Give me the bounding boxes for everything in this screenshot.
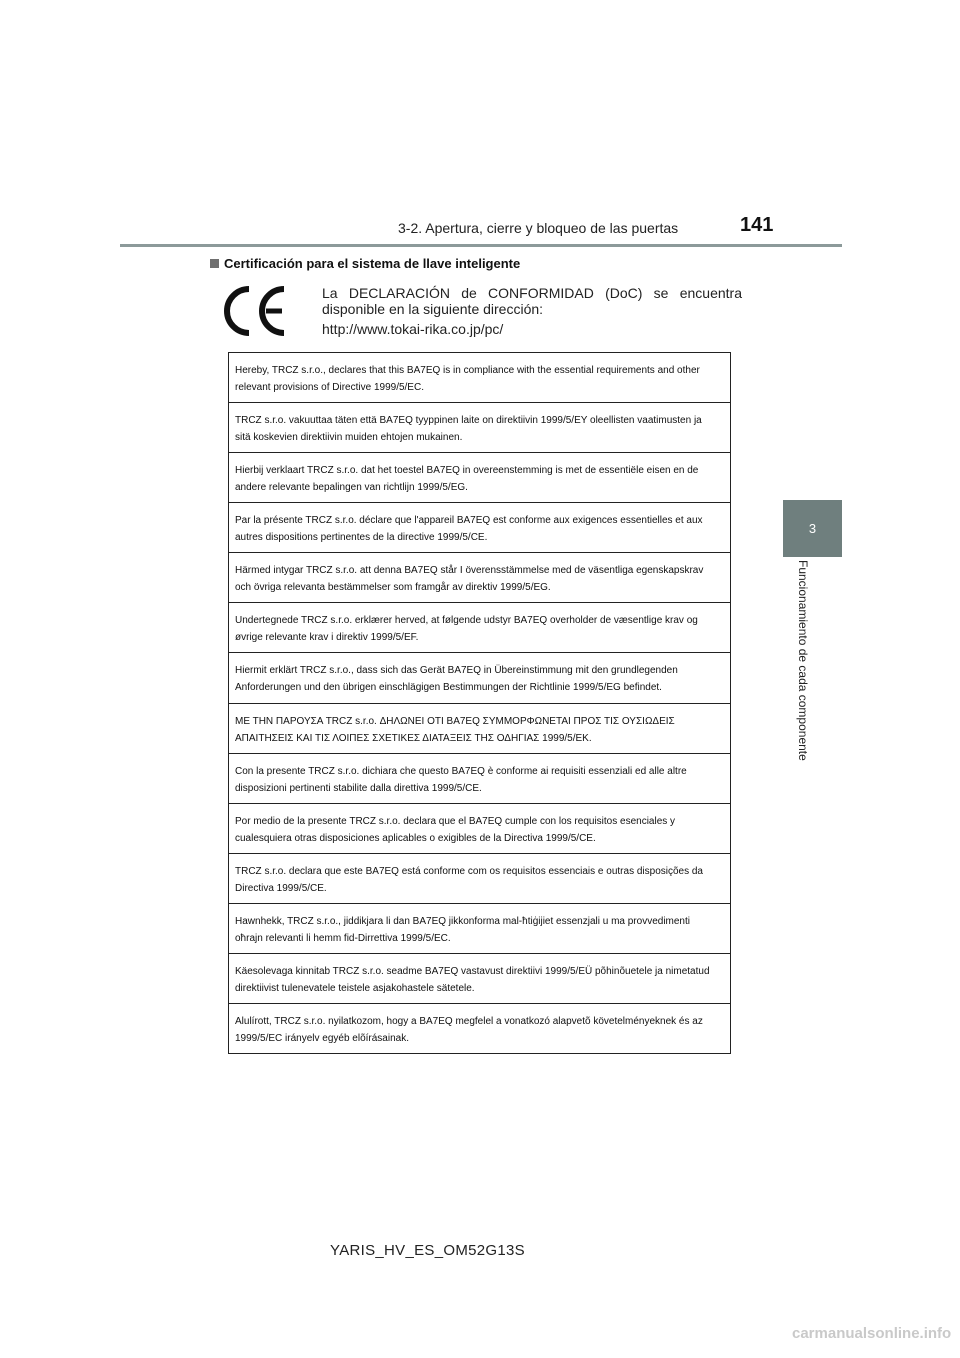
- declaration-swedish: Härmed intygar TRCZ s.r.o. att denna BA7EQ står I överensstämmelse med de väsentliga egenskapskrav och övriga relevanta bestämmelser som framgår av direktiv 1999/5/EG.: [229, 553, 730, 603]
- doc-info-line-2: disponible en la siguiente dirección:: [322, 301, 544, 317]
- declaration-spanish: Por medio de la presente TRCZ s.r.o. declara que el BA7EQ cumple con los requisitos esenciales y cualesquiera otras disposiciones aplicables o exigibles de la Directiva 1999/5/CE.: [229, 804, 730, 854]
- declaration-dutch: Hierbij verklaart TRCZ s.r.o. dat het toestel BA7EQ in overeenstemming is met de essentiële eisen en de andere relevante bepalingen van richtlijn 1999/5/EG.: [229, 453, 730, 503]
- page-number: 141: [740, 214, 774, 236]
- declaration-danish: Undertegnede TRCZ s.r.o. erklærer herved, at følgende udstyr BA7EQ overholder de væsentlige krav og øvrige relevante krav i direktiv 1999/5/EF.: [229, 603, 730, 653]
- ce-mark-icon: [222, 285, 288, 337]
- doc-url: http://www.tokai-rika.co.jp/pc/: [322, 321, 504, 337]
- doc-info: [322, 285, 742, 337]
- declaration-italian: Con la presente TRCZ s.r.o. dichiara che questo BA7EQ è conforme ai requisiti essenziali ed alle altre disposizioni pertinenti stabilite dalla direttiva 1999/5/CE.: [229, 754, 730, 804]
- chapter-number: 3: [808, 521, 817, 536]
- square-bullet-icon: [210, 259, 219, 268]
- footer-model-code: YARIS_HV_ES_OM52G13S: [330, 1242, 525, 1259]
- header-section-title: 3-2. Apertura, cierre y bloqueo de las puertas: [398, 220, 679, 236]
- chapter-label: Funcionamiento de cada componente: [796, 560, 810, 761]
- doc-info-line-1: La DECLARACIÓN de CONFORMIDAD (DoC) se encuentra: [322, 285, 742, 301]
- declaration-german: Hiermit erklärt TRCZ s.r.o., dass sich das Gerät BA7EQ in Übereinstimmung mit den grundlegenden Anforderungen und den übrigen einschlägigen Bestimmungen der Richtlinie 1999/5/EG befindet.: [229, 653, 730, 703]
- chapter-tab: [783, 500, 842, 557]
- section-heading: [210, 256, 520, 271]
- header-divider: [120, 244, 842, 247]
- watermark: carmanualsonline.info: [792, 1325, 952, 1342]
- declaration-hungarian: Alulírott, TRCZ s.r.o. nyilatkozom, hogy a BA7EQ megfelel a vonatkozó alapvetõ követelményeknek és az 1999/5/EC irányelv egyéb elõírásainak.: [235, 1016, 703, 1045]
- declaration-estonian: Käesolevaga kinnitab TRCZ s.r.o. seadme BA7EQ vastavust direktiivi 1999/5/EÜ põhinõuetele ja nimetatud direktiivist tulenevatele teistele asjakohastele sätetele.: [229, 954, 730, 1004]
- declaration-finnish: TRCZ s.r.o. vakuuttaa täten että BA7EQ tyyppinen laite on direktiivin 1999/5/EY oleellisten vaatimusten ja sitä koskevien direktiivin muiden ehtojen mukainen.: [229, 403, 730, 453]
- declaration-portuguese: TRCZ s.r.o. declara que este BA7EQ está conforme com os requisitos essenciais e outras disposições da Directiva 1999/5/CE.: [229, 854, 730, 904]
- declaration-greek: ΜΕ ΤΗΝ ΠΑΡΟΥΣΑ TRCZ s.r.o. ΔΗΛΩΝΕΙ ΟΤΙ BA7EQ ΣΥΜΜΟΡΦΩΝΕΤΑΙ ΠΡΟΣ ΤΙΣ ΟΥΣΙΩΔΕΙΣ ΑΠΑΙΤΗΣΕΙΣ ΚΑΙ ΤΙΣ ΛΟΙΠΕΣ ΣΧΕΤΙΚΕΣ ΔΙΑΤΑΞΕΙΣ ΤΗΣ ΟΔΗΓΙΑΣ 1999/5/ΕΚ.: [229, 704, 730, 754]
- section-heading-text: Certificación para el sistema de llave inteligente: [224, 256, 521, 271]
- declaration-maltese: Hawnhekk, TRCZ s.r.o., jiddikjara li dan BA7EQ jikkonforma mal-ħtiġijiet essenzjali u ma provvedimenti oħrajn relevanti li hemm fid-Dirrettiva 1999/5/EC.: [229, 904, 730, 954]
- declarations-table: [228, 352, 731, 1054]
- declaration-english: Hereby, TRCZ s.r.o., declares that this BA7EQ is in compliance with the essential requirements and other relevant provisions of Directive 1999/5/EC.: [229, 353, 730, 403]
- declaration-french: Par la présente TRCZ s.r.o. déclare que l'appareil BA7EQ est conforme aux exigences essentielles et aux autres dispositions pertinentes de la directive 1999/5/CE.: [229, 503, 730, 553]
